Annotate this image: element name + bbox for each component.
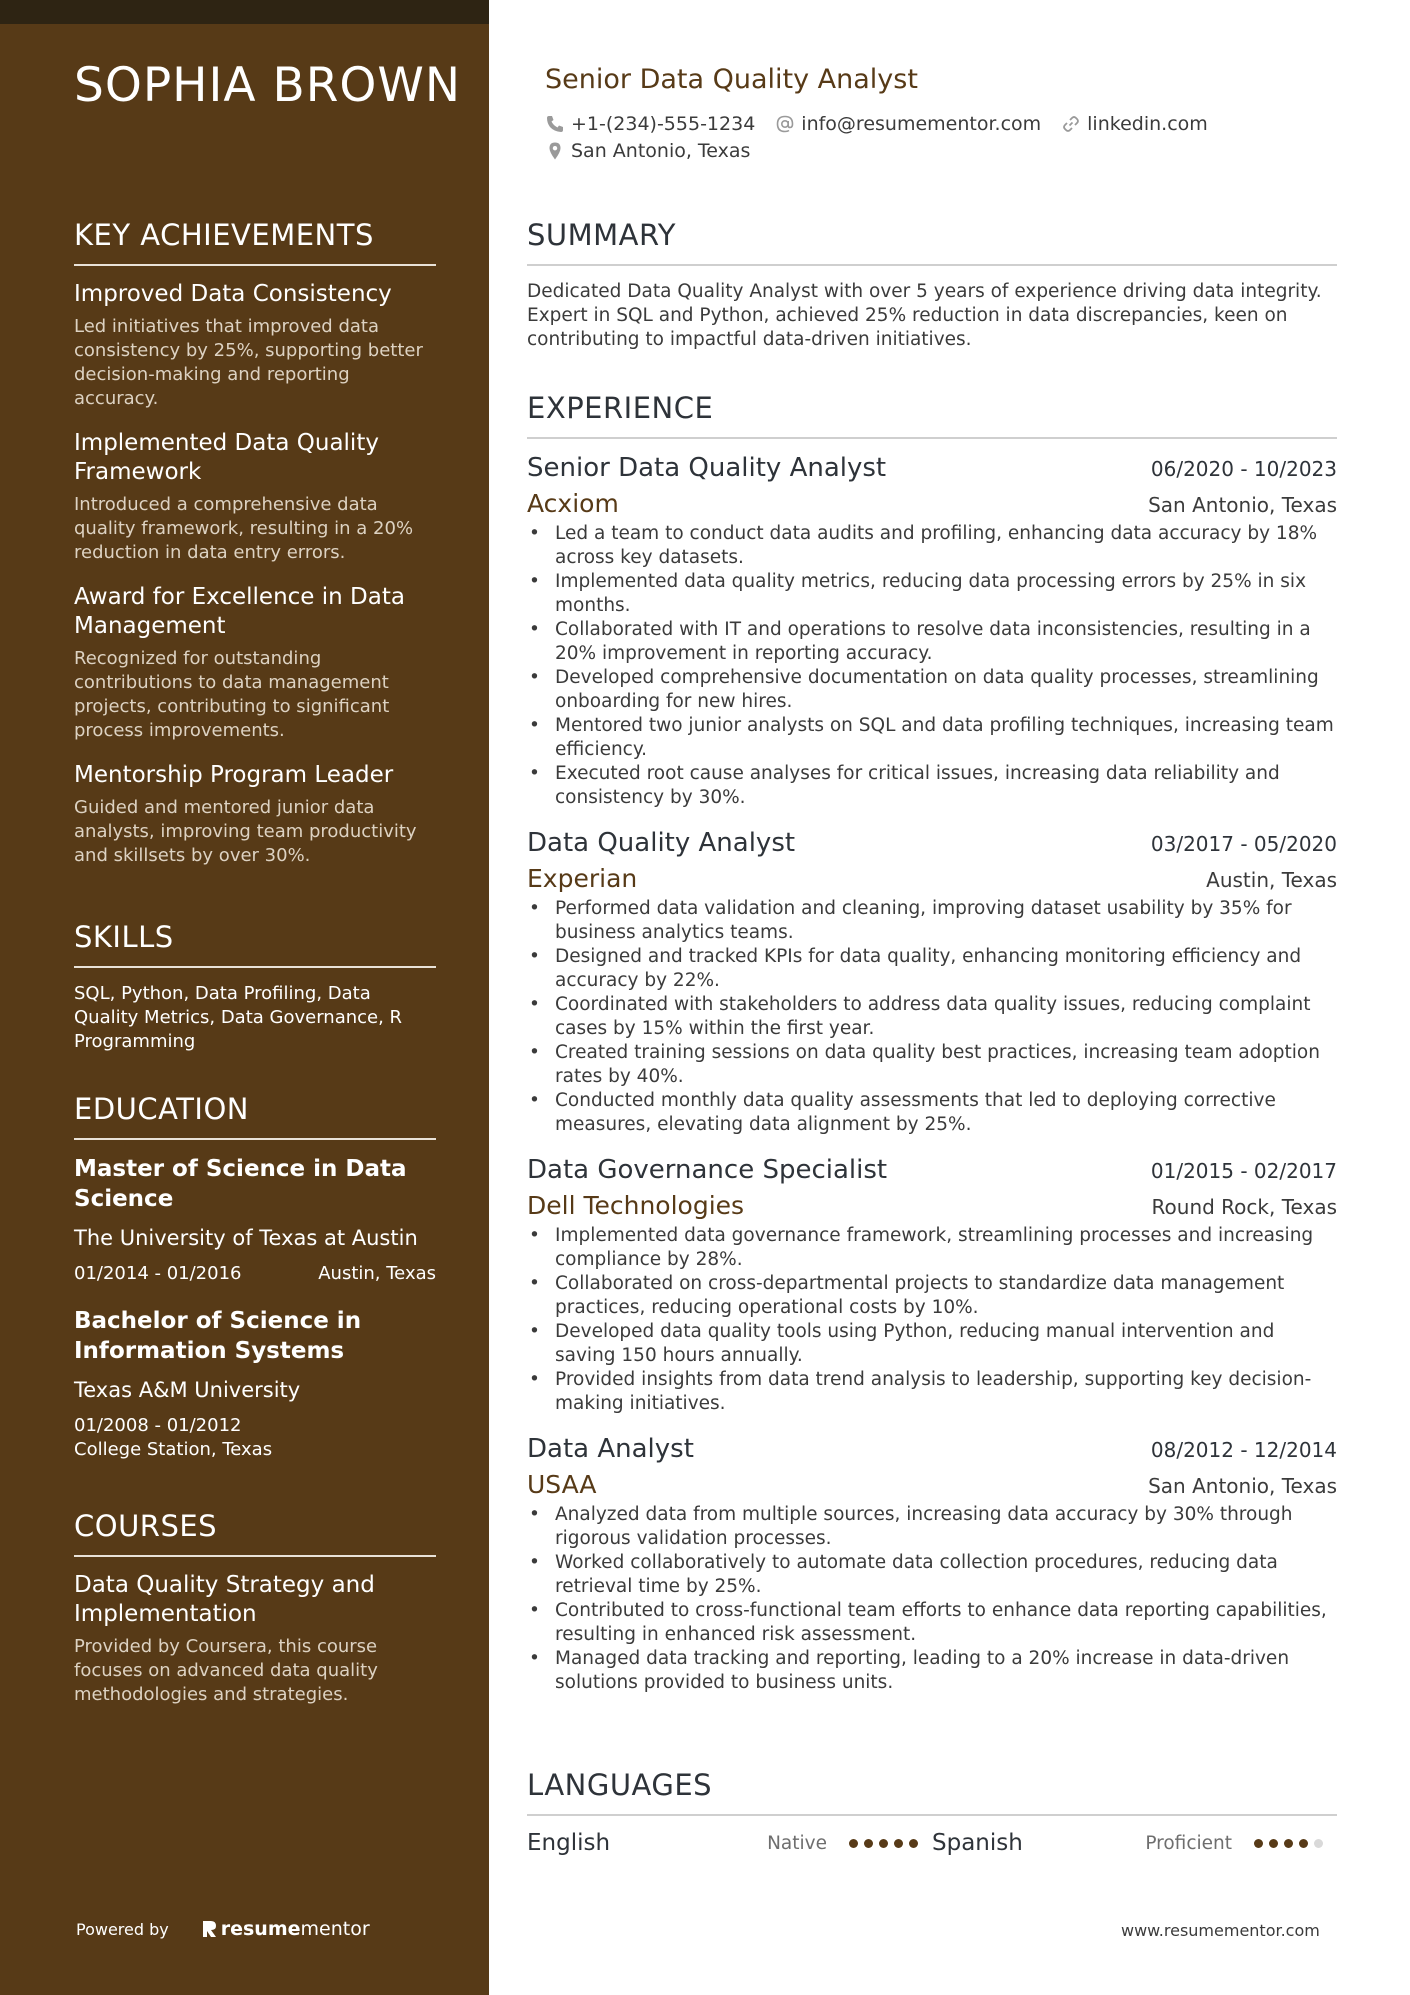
rating-dot-filled (1284, 1839, 1293, 1848)
achievement-desc: Introduced a comprehensive data quality framework, resulting in a 20% reduction in data entry errors. (74, 494, 414, 563)
job-dates: 08/2012 - 12/2014 (1150, 1438, 1337, 1462)
job-subheader (527, 1470, 1337, 1499)
linkedin-text: linkedin.com (1087, 113, 1208, 135)
phone-icon (545, 114, 565, 134)
experience-section (527, 391, 1337, 1713)
job-subheader (527, 489, 1337, 518)
job-header (527, 1155, 1337, 1185)
rating-dot-filled (849, 1839, 858, 1848)
job-subheader (527, 864, 1337, 893)
achievement-title: Implemented Data Quality Framework (74, 430, 379, 485)
achievement-item (74, 761, 436, 868)
rating-dot-empty (1314, 1839, 1323, 1848)
footer-url[interactable]: www.resumementor.com (1121, 1921, 1320, 1940)
job-company: Acxiom (527, 489, 619, 518)
job-bullet: • Mentored two junior analysts on SQL and data profiling techniques, increasing team efficiency. (527, 714, 1337, 762)
achievement-item (74, 583, 436, 743)
language-rating (849, 1839, 924, 1848)
achievements-heading: KEY ACHIEVEMENTS (74, 218, 436, 266)
job-bullet: • Designed and tracked KPIs for data quality, enhancing monitoring efficiency and accuracy by 22%. (527, 945, 1337, 993)
summary-text: Dedicated Data Quality Analyst with over 5 years of experience driving data integrity. Expert in SQL and Python, achieved 25% reduction in data discrepancies, keen on contributing to impactful data-driven initiatives. (527, 281, 1322, 350)
course-desc: Provided by Coursera, this course focuses on advanced data quality methodologies and strategies. (74, 1636, 378, 1705)
brand-bold: resume (220, 1918, 301, 1940)
courses-heading: COURSES (74, 1509, 436, 1557)
resumementor-logo-icon (201, 1919, 217, 1939)
summary-section (527, 218, 1337, 352)
education-section (74, 1092, 436, 1484)
edu-dates: 01/2008 - 01/2012 (74, 1415, 242, 1436)
job-bullet: • Implemented data governance framework, streamlining processes and increasing compliance by 28%. (527, 1224, 1337, 1272)
job-entry (527, 453, 1337, 810)
job-bullets (527, 1224, 1337, 1416)
powered-by-label: Powered by (76, 1919, 169, 1939)
job-bullet: • Managed data tracking and reporting, leading to a 20% increase in data-driven solutions provided to business units. (527, 1647, 1337, 1695)
contact-location (545, 140, 750, 162)
job-location: Round Rock, Texas (1151, 1195, 1337, 1219)
edu-dates: 01/2014 - 01/2016 (74, 1263, 242, 1284)
education-heading: EDUCATION (74, 1092, 436, 1140)
job-dates: 01/2015 - 02/2017 (1150, 1159, 1337, 1183)
sidebar (0, 0, 489, 1995)
phone-text: +1-(234)-555-1234 (571, 113, 756, 135)
brand-logo[interactable] (201, 1918, 370, 1940)
job-header (527, 828, 1337, 858)
job-bullet: • Developed comprehensive documentation on data quality processes, streamlining onboarding for new hires. (527, 666, 1337, 714)
job-dates: 03/2017 - 05/2020 (1150, 832, 1337, 856)
language-level: Native (767, 1832, 827, 1854)
job-bullet: • Worked collaboratively to automate data collection procedures, reducing data retrieval time by 25%. (527, 1551, 1337, 1599)
job-bullet: • Created training sessions on data quality best practices, increasing team adoption rates by 40%. (527, 1041, 1337, 1089)
job-dates: 06/2020 - 10/2023 (1150, 457, 1337, 481)
edu-degree: Bachelor of Science in Information Systems (74, 1308, 362, 1364)
job-role: Data Analyst (527, 1434, 694, 1464)
course-item (74, 1571, 436, 1707)
achievement-desc: Recognized for outstanding contributions to data management projects, contributing to significant process improvements. (74, 648, 390, 741)
job-bullet: • Implemented data quality metrics, reducing data processing errors by 25% in six months. (527, 570, 1337, 618)
rating-dot-filled (894, 1839, 903, 1848)
rating-dot-filled (864, 1839, 873, 1848)
achievement-title: Improved Data Consistency (74, 281, 392, 307)
rating-dot-filled (909, 1839, 918, 1848)
contact-phone[interactable] (545, 113, 755, 135)
language-item (527, 1830, 932, 1856)
target-job-title: Senior Data Quality Analyst (545, 64, 918, 95)
candidate-name: SOPHIA BROWN (74, 58, 461, 113)
summary-heading: SUMMARY (527, 218, 1337, 266)
rating-dot-filled (1254, 1839, 1263, 1848)
job-bullet: • Provided insights from data trend analysis to leadership, supporting key decision-making initiatives. (527, 1368, 1337, 1416)
rating-dot-filled (1269, 1839, 1278, 1848)
contact-linkedin[interactable] (1061, 113, 1208, 135)
rating-dot-filled (879, 1839, 888, 1848)
job-bullet: • Led a team to conduct data audits and profiling, enhancing data accuracy by 18% across key datasets. (527, 522, 1337, 570)
job-entry (527, 828, 1337, 1137)
job-entry (527, 1434, 1337, 1695)
job-bullet: • Conducted monthly data quality assessments that led to deploying corrective measures, elevating data alignment by 25%. (527, 1089, 1337, 1137)
rating-dot-filled (1299, 1839, 1308, 1848)
link-icon (1061, 114, 1081, 134)
job-bullet: • Contributed to cross-functional team efforts to enhance data reporting capabilities, resulting in enhanced risk assessment. (527, 1599, 1337, 1647)
education-item (74, 1306, 436, 1462)
edu-location: College Station, Texas (74, 1439, 273, 1460)
edu-meta (74, 1414, 436, 1462)
languages-row (527, 1830, 1337, 1856)
languages-heading: LANGUAGES (527, 1768, 1337, 1816)
edu-meta (74, 1262, 436, 1286)
job-bullet: • Developed data quality tools using Python, reducing manual intervention and saving 150 hours annually. (527, 1320, 1337, 1368)
job-company: Dell Technologies (527, 1191, 745, 1220)
job-bullets (527, 1503, 1337, 1695)
achievement-item (74, 280, 436, 411)
edu-location: Austin, Texas (318, 1263, 436, 1284)
skills-list: SQL, Python, Data Profiling, Data Quality Metrics, Data Governance, R Programming (74, 983, 403, 1052)
contact-email[interactable] (775, 113, 1041, 135)
job-bullet: • Collaborated on cross-departmental projects to standardize data management practices, reducing operational costs by 10%. (527, 1272, 1337, 1320)
job-entry (527, 1155, 1337, 1416)
email-text: info@resumementor.com (801, 113, 1042, 135)
achievement-item (74, 429, 436, 565)
edu-school: The University of Texas at Austin (74, 1226, 418, 1250)
job-location: San Antonio, Texas (1148, 1474, 1337, 1498)
job-bullets (527, 897, 1337, 1137)
job-header (527, 453, 1337, 483)
language-name: English (527, 1830, 611, 1856)
job-bullet: • Collaborated with IT and operations to resolve data inconsistencies, resulting in a 20% improvement in reporting accuracy. (527, 618, 1337, 666)
job-role: Data Quality Analyst (527, 828, 796, 858)
edu-school: Texas A&M University (74, 1378, 301, 1402)
skills-heading: SKILLS (74, 920, 436, 968)
job-bullet: • Executed root cause analyses for critical issues, increasing data reliability and consistency by 30%. (527, 762, 1337, 810)
job-location: Austin, Texas (1206, 868, 1337, 892)
job-subheader (527, 1191, 1337, 1220)
job-company: Experian (527, 864, 638, 893)
at-icon (775, 114, 795, 134)
job-location: San Antonio, Texas (1148, 493, 1337, 517)
languages-section (527, 1768, 1337, 1856)
brand-light: mentor (300, 1918, 370, 1940)
contact-row (545, 113, 1228, 135)
job-header (527, 1434, 1337, 1464)
achievement-title: Mentorship Program Leader (74, 762, 394, 788)
location-text: San Antonio, Texas (571, 140, 751, 162)
achievement-title: Award for Excellence in Data Management (74, 584, 405, 639)
experience-heading: EXPERIENCE (527, 391, 1337, 439)
language-name: Spanish (932, 1830, 1023, 1856)
job-bullet: • Performed data validation and cleaning, improving dataset usability by 35% for business analytics teams. (527, 897, 1337, 945)
achievements-section (74, 218, 436, 886)
powered-by (76, 1918, 370, 1940)
education-item (74, 1154, 436, 1286)
location-pin-icon (545, 141, 565, 161)
language-level: Proficient (1145, 1832, 1232, 1854)
edu-degree: Master of Science in Data Science (74, 1156, 407, 1212)
sidebar-top-band (0, 0, 489, 24)
language-item (932, 1830, 1337, 1856)
skills-section (74, 920, 436, 1054)
course-title: Data Quality Strategy and Implementation (74, 1572, 375, 1627)
achievement-desc: Guided and mentored junior data analysts, improving team productivity and skillsets by over 30%. (74, 797, 417, 866)
job-bullets (527, 522, 1337, 810)
job-role: Data Governance Specialist (527, 1155, 888, 1185)
language-rating (1254, 1839, 1329, 1848)
courses-section (74, 1509, 436, 1725)
job-role: Senior Data Quality Analyst (527, 453, 887, 483)
job-company: USAA (527, 1470, 597, 1499)
achievement-desc: Led initiatives that improved data consistency by 25%, supporting better decision-making and reporting accuracy. (74, 316, 423, 409)
job-bullet: • Coordinated with stakeholders to address data quality issues, reducing complaint cases by 15% within the first year. (527, 993, 1337, 1041)
job-bullet: • Analyzed data from multiple sources, increasing data accuracy by 30% through rigorous validation processes. (527, 1503, 1337, 1551)
contact-row-location (545, 140, 770, 162)
